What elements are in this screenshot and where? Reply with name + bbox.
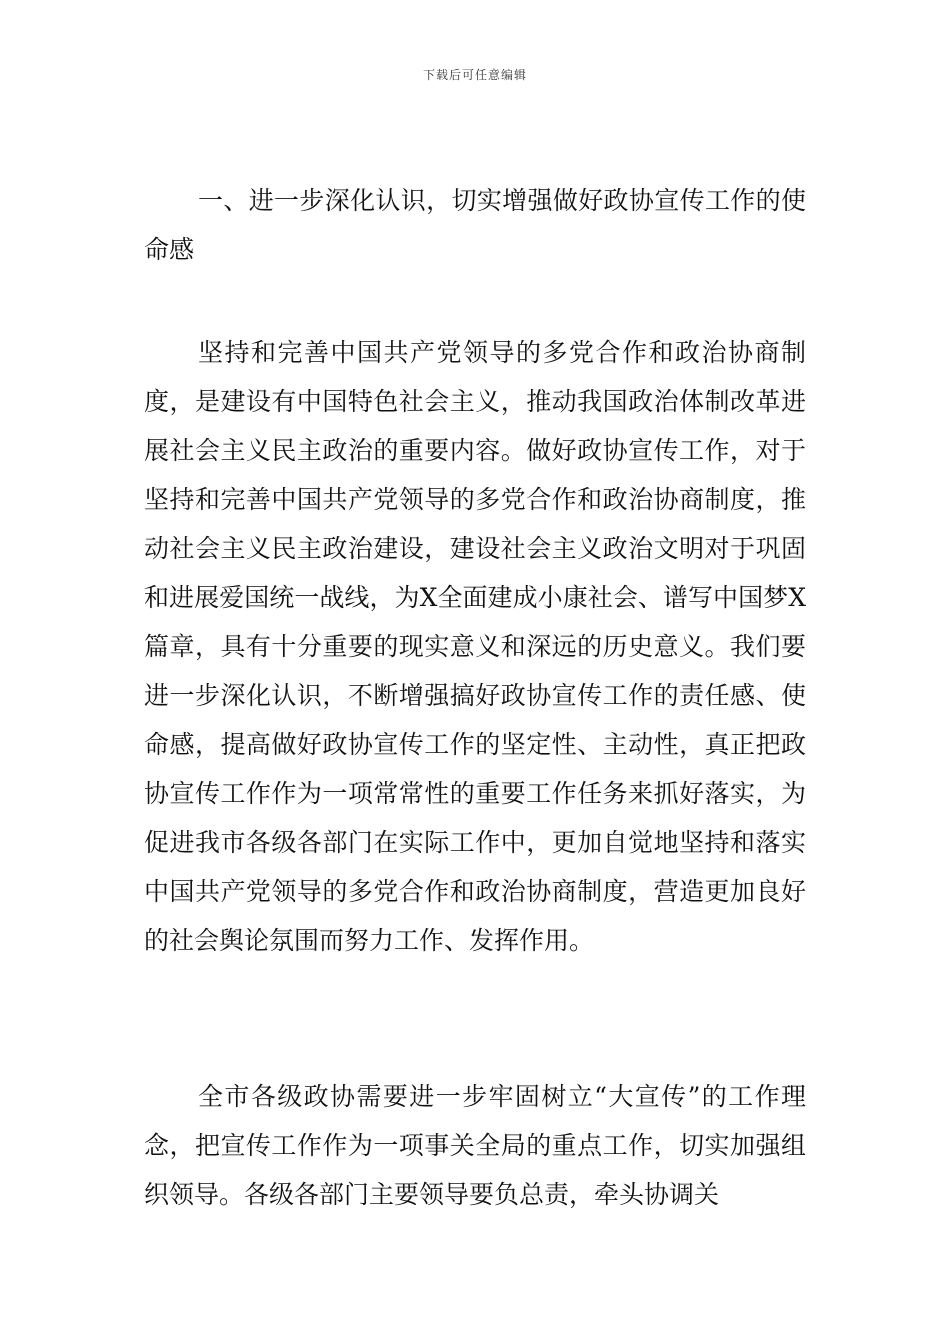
header-note: 下载后可任意编辑 — [422, 68, 527, 82]
paragraph-1: 坚持和完善中国共产党领导的多党合作和政治协商制度，是建设有中国特色社会主义，推动我国政治体制改革进展社会主义民主政治的重要内容。做好政协宣传工作，对于坚持和完善中国共产党领导的多党合作和政治协商制度，推动社会主义民主政治建设，建设社会主义政治文明对于巩固和进展爱国统一战线，为X全面建成小康社会、谱写中国梦X篇章，具有十分重要的现实意义和深远的历史意义。我们要进一步深化认识，不断增强搞好政协宣传工作的责任感、使命感，提高做好政协宣传工作的坚定性、主动性，真正把政协宣传工作作为一项常常性的重要工作任务来抓好落实，为促进我市各级各部门在实际工作中，更加自觉地坚持和落实中国共产党领导的多党合作和政治协商制度，营造更加良好的社会舆论氛围而努力工作、发挥作用。 — [144, 338, 806, 955]
paragraph-2: 全市各级政协需要进一步牢固树立“大宣传”的工作理念，把宣传工作作为一项事关全局的重点工作，切实加强组织领导。各级各部门主要领导要负总责，牵头协调关 — [144, 1082, 806, 1209]
section-heading: 一、进一步深化认识，切实增强做好政协宣传工作的使命感 — [144, 186, 806, 264]
